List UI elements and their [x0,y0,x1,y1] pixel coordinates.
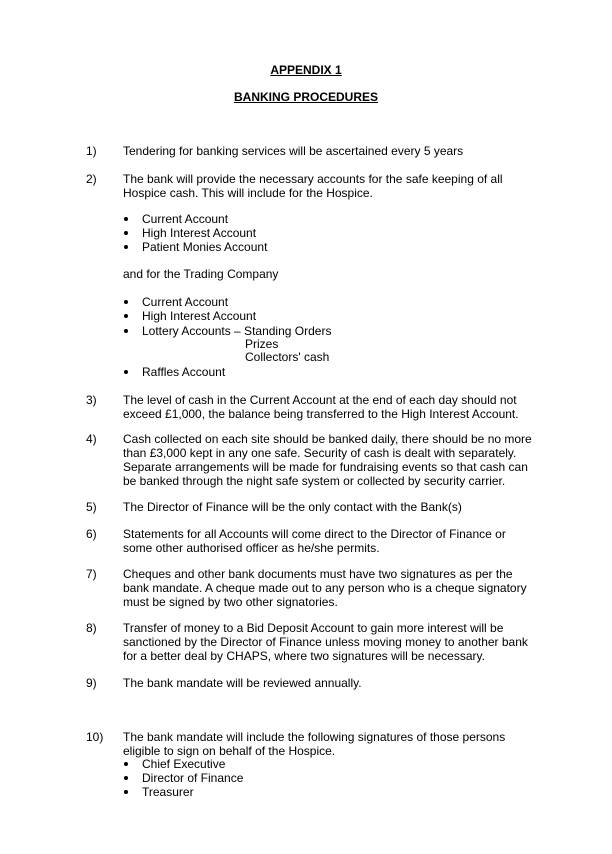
bullet-icon [123,771,142,785]
text-line: The bank mandate will be reviewed annually. [123,676,362,690]
text-line: sanctioned by the Director of Finance unless moving money to another bank [123,635,528,649]
text-line: Cash collected on each site should be banked daily, there should be no more [123,432,532,446]
hospice-account-item [123,240,267,254]
text-line: be banked through the night safe system or collected by security carrier. [123,474,506,488]
item-8-text [123,621,543,663]
text-line: The Director of Finance will be the only contact with the Bank(s) [123,500,462,514]
item-number: 1) [86,144,97,158]
text-line: and for the Trading Company [123,267,279,281]
item-number: 8) [86,621,97,635]
text-line: bank mandate. A cheque made out to any person who is a cheque signatory [123,581,527,595]
bullet-icon [123,240,142,254]
item-5-text [123,500,543,514]
item-number: 3) [86,393,97,407]
item-number: 9) [86,676,97,690]
trading-intro [123,267,543,281]
item-7-text [123,567,543,609]
text-line: eligible to sign on behalf of the Hospice. [123,744,336,758]
bullet-icon [123,309,142,323]
item-number: 4) [86,432,97,446]
signatory-item [123,785,194,799]
hospice-account-item [123,212,228,226]
bullet-icon [123,295,142,309]
text-line: The level of cash in the Current Account at the end of each day should not [123,393,517,407]
trading-account-item [123,309,256,323]
item-10-text [123,730,543,758]
text-line: Tendering for banking services will be ascertained every 5 years [123,144,464,158]
item-number: 7) [86,567,97,581]
lottery-sub-item: Prizes [245,337,279,351]
bullet-text: Chief Executive [142,757,226,771]
item-number: 2) [86,172,97,186]
bullet-icon [123,212,142,226]
item-number: 10) [86,730,104,744]
bullet-icon [123,226,142,240]
text-line: exceed £1,000, the balance being transferred to the High Interest Account. [123,407,519,421]
item-4-text [123,432,543,488]
item-6-text [123,527,543,555]
bullet-text: Current Account [142,295,229,309]
bullet-text: Treasurer [142,785,194,799]
item-3-text [123,393,543,421]
text-line: Statements for all Accounts will come direct to the Director of Finance or [123,527,506,541]
signatory-item [123,757,225,771]
bullet-icon [123,785,142,799]
bullet-text: Patient Monies Account [142,240,268,254]
item-2-text [123,172,543,200]
text-line: The bank will provide the necessary accounts for the safe keeping of all [123,172,503,186]
bullet-icon [123,757,142,771]
bullet-icon [123,365,142,379]
hospice-account-item [123,226,256,240]
text-line: than £3,000 kept in any one safe. Security of cash is dealt with separately. [123,446,517,460]
trading-account-item [123,295,228,309]
text-line: Separate arrangements will be made for fundraising events so that cash can [123,460,528,474]
item-number: 6) [86,527,97,541]
text-line: Cheques and other bank documents must have two signatures as per the [123,567,513,581]
item-9-text [123,676,543,690]
text-line: for a better deal by CHAPS, where two signatures will be necessary. [123,649,485,663]
trading-account-item [123,365,225,379]
appendix-title: APPENDIX 1 [270,63,342,77]
section-title: BANKING PROCEDURES [233,90,378,104]
trading-account-item [123,324,331,338]
signatory-item [123,771,243,785]
lottery-sub-item: Collectors' cash [245,350,330,364]
text-line: Transfer of money to a Bid Deposit Account to gain more interest will be [123,621,504,635]
bullet-text: High Interest Account [142,309,257,323]
bullet-text: Lottery Accounts – Standing Orders [142,324,332,338]
bullet-text: Current Account [142,212,229,226]
text-line: some other authorised officer as he/she permits. [123,541,380,555]
bullet-icon [123,324,142,338]
text-line: The bank mandate will include the following signatures of those persons [123,730,506,744]
item-1-text [123,144,543,158]
bullet-text: Raffles Account [142,365,226,379]
text-line: must be signed by two other signatories. [123,595,338,609]
bullet-text: Director of Finance [142,771,244,785]
bullet-text: High Interest Account [142,226,257,240]
item-number: 5) [86,500,97,514]
text-line: Hospice cash. This will include for the Hospice. [123,186,373,200]
